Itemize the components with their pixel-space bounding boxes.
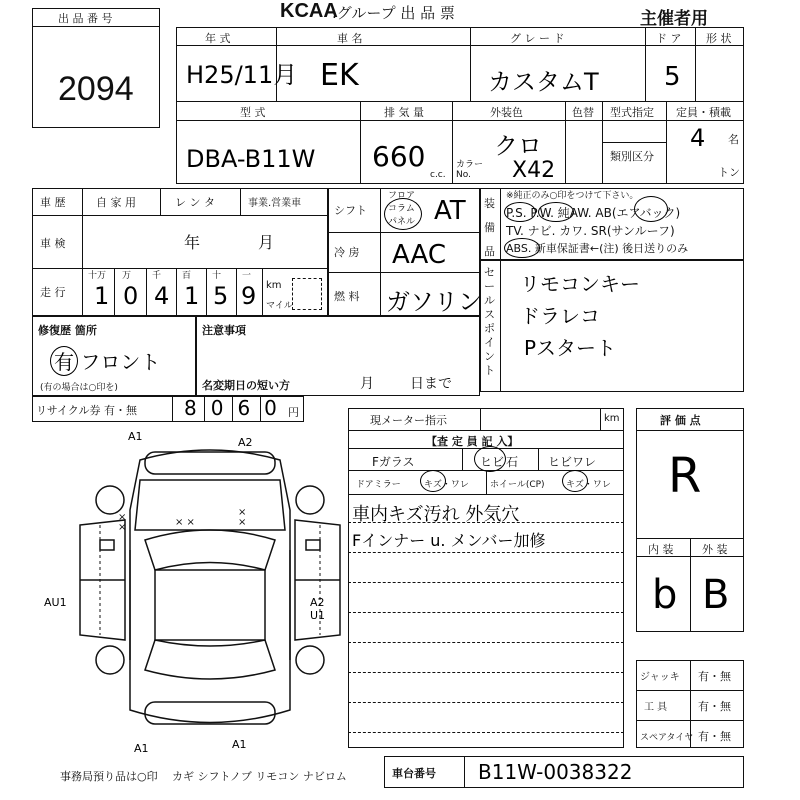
- ton-unit: トン: [718, 166, 740, 179]
- mileage-digit-6: 9: [241, 282, 257, 310]
- jack-yes-no[interactable]: 有・無: [698, 670, 731, 683]
- organizer-label: 主催者用: [640, 9, 708, 29]
- stone-option[interactable]: 石: [506, 455, 519, 469]
- mirror-circle: [420, 470, 446, 492]
- spare-label: スペアタイヤ: [640, 733, 694, 743]
- door-mirror-label: ドアミラー: [356, 480, 401, 490]
- mileage-label: 走 行: [40, 286, 66, 299]
- displacement-label: 排 気 量: [384, 106, 424, 119]
- name-label: 車 名: [337, 32, 363, 45]
- ps-circle: [504, 202, 536, 222]
- color-change-label: 色替: [572, 106, 594, 119]
- mileage-unit-1k: 千: [152, 271, 162, 281]
- exterior-label: 外装色: [490, 106, 523, 119]
- doors-value: 5: [664, 62, 681, 92]
- color-no-value: X42: [512, 158, 556, 183]
- exterior-rating-label: 外 装: [702, 543, 728, 556]
- equipment-line3: ABS. 新車保証書←(注) 後日送りのみ: [506, 242, 689, 255]
- doors-label: ド ア: [656, 32, 682, 45]
- notes-label: 注意事項: [202, 324, 246, 337]
- deadline-label: 名変期日の短い方: [202, 379, 290, 392]
- inspection-year-unit: 年: [184, 233, 201, 252]
- rating-label: 評 価 点: [660, 414, 701, 427]
- mileage-digit-4: 1: [184, 282, 200, 310]
- inspector-comment-1: 車内キズ汚れ 外気穴: [352, 504, 520, 525]
- recycle-amount: 8060: [184, 396, 291, 420]
- model-label: 型 式: [240, 106, 266, 119]
- mark-left-side: AU1: [44, 596, 67, 609]
- capacity-value: 4: [690, 124, 706, 152]
- equipment-line2: TV. ナビ. カワ. SR(サンルーフ): [506, 224, 675, 238]
- car-damage-diagram: [70, 430, 350, 760]
- km-label: km: [266, 280, 282, 291]
- recycle-label: リサイクル券 有・無: [36, 404, 137, 417]
- mileage-unit-1: 一: [242, 271, 252, 281]
- inspector-comment-2: Fインナー u. メンバー加修: [352, 531, 546, 550]
- wheel-circle: [562, 470, 588, 492]
- grade-value: カスタムT: [488, 68, 599, 96]
- lot-number-label: 出 品 番 号: [58, 12, 113, 25]
- fuel-label: 燃 料: [334, 290, 360, 303]
- office-items: カギ シフトノブ リモコン ナビロム: [172, 770, 347, 783]
- mileage-unit-10: 十: [212, 271, 222, 281]
- shift-label: シフト: [334, 204, 367, 217]
- mileage-digit-5: 5: [213, 282, 229, 310]
- ab-circle: [634, 196, 668, 222]
- repair-yes-circle: [50, 346, 78, 376]
- equipment-line1: P.S. P.W. 純AW. AB(エアバック): [506, 206, 681, 220]
- aircon-value: AAC: [392, 240, 446, 270]
- shift-floor[interactable]: フロア: [388, 191, 416, 201]
- crack-split-option[interactable]: ヒビワレ: [548, 455, 597, 469]
- interior-rating-value: b: [652, 572, 678, 618]
- exterior-rating-value: B: [702, 572, 730, 618]
- chassis-value: B11W-0038322: [478, 760, 633, 784]
- deadline-day-unit: 日まで: [410, 376, 452, 392]
- tools-label: 工 具: [644, 702, 668, 713]
- color-no-label: カラー No.: [456, 160, 484, 180]
- shift-panel-circle: [384, 198, 422, 230]
- grade-label: グ レ ー ド: [510, 32, 565, 45]
- name-value: EK: [320, 58, 359, 93]
- sale-point-2: ドラレコ: [520, 304, 600, 328]
- deadline-month-unit: 月: [360, 376, 374, 392]
- svg-text:× ×: × ×: [175, 517, 195, 528]
- repair-note: (有の場合は○印を): [40, 383, 118, 393]
- displacement-value: 660: [372, 140, 426, 173]
- kcaa-logo: KCAA: [280, 0, 338, 22]
- wheel-label: ホイール(CP): [490, 480, 545, 490]
- svg-text:×: ×: [118, 522, 127, 533]
- current-meter-label: 現メーター指示: [370, 414, 447, 427]
- interior-label: 内 装: [648, 543, 674, 556]
- crack-circle: [474, 446, 506, 472]
- year-label: 年 式: [205, 32, 231, 45]
- cc-unit: c.c.: [430, 170, 446, 180]
- repair-value: 有 フロント: [54, 350, 161, 374]
- history-option-private[interactable]: 自 家 用: [96, 196, 136, 209]
- mark-front-left: A1: [128, 430, 143, 443]
- year-value: H25/11月: [186, 61, 298, 89]
- history-label: 車 歴: [40, 196, 66, 209]
- sale-point-1: リモコンキー: [520, 272, 640, 296]
- category-label: 類別区分: [610, 150, 654, 163]
- recycle-unit: 円: [288, 406, 299, 419]
- svg-text:×: ×: [118, 512, 127, 523]
- history-option-business[interactable]: 事業.営業車: [248, 198, 302, 209]
- mark-rear-left: A1: [134, 742, 149, 755]
- rating-value: R: [668, 448, 702, 504]
- lot-number: 2094: [58, 70, 134, 108]
- aircon-label: 冷 房: [334, 246, 360, 259]
- svg-text:×: ×: [238, 507, 247, 518]
- svg-text:×: ×: [238, 517, 247, 528]
- mileage-digit-1: 1: [94, 282, 110, 310]
- equipment-label: 装備品: [484, 197, 495, 258]
- shape-label: 形 状: [706, 32, 732, 45]
- mileage-unit-10k: 万: [122, 271, 132, 281]
- fuel-value: ガソリン: [386, 288, 482, 316]
- shift-panel[interactable]: パネル: [388, 217, 416, 227]
- mileage-digit-2: 0: [123, 282, 139, 310]
- equipment-note: ※純正のみ○印をつけて下さい。: [506, 191, 639, 201]
- office-note: 事務局預り品は○印: [60, 770, 158, 783]
- inspection-month-unit: 月: [258, 233, 275, 252]
- exterior-value: クロ: [494, 132, 542, 160]
- mark-rear-right: A1: [232, 738, 247, 751]
- pw-circle: [538, 202, 574, 222]
- sale-point-3: Pスタート: [524, 336, 617, 360]
- crack-option[interactable]: ヒビ: [480, 455, 505, 469]
- mark-front-right: A2: [238, 436, 253, 449]
- meter-km-unit: km: [604, 413, 620, 424]
- mileage-digit-3: 4: [154, 282, 170, 310]
- shift-value: AT: [434, 196, 466, 226]
- mile-label: マイル: [266, 301, 293, 311]
- capacity-label: 定員・積載: [676, 106, 731, 119]
- f-glass-label: Fガラス: [372, 455, 415, 469]
- spare-yes-no[interactable]: 有・無: [698, 730, 731, 743]
- abs-circle: [504, 238, 540, 258]
- tools-yes-no[interactable]: 有・無: [698, 700, 731, 713]
- mark-right-side: A2 U1: [310, 596, 326, 622]
- repair-label: 修復歴 箇所: [38, 324, 97, 337]
- inspector-header: 【査 定 員 記 入】: [426, 435, 519, 448]
- capacity-unit: 名: [728, 133, 739, 146]
- mileage-unit-100k: 十万: [88, 271, 107, 281]
- shift-column[interactable]: コラム: [388, 204, 415, 214]
- sheet-title: .グループ 出 品 票: [332, 4, 455, 22]
- mileage-check-box[interactable]: [292, 278, 322, 310]
- wheel-options[interactable]: キズ・ワレ: [566, 480, 611, 490]
- type-designation-label: 型式指定: [610, 106, 654, 119]
- chassis-label: 車台番号: [392, 767, 436, 780]
- model-value: DBA-B11W: [186, 145, 316, 173]
- history-option-rental[interactable]: レ ン タ: [175, 196, 215, 209]
- mileage-unit-100: 百: [182, 271, 192, 281]
- mirror-options[interactable]: キズ・ワレ: [424, 480, 469, 490]
- sale-points-label: セールスポイント: [484, 266, 495, 377]
- jack-label: ジャッキ: [640, 672, 680, 683]
- inspection-label: 車 検: [40, 237, 66, 250]
